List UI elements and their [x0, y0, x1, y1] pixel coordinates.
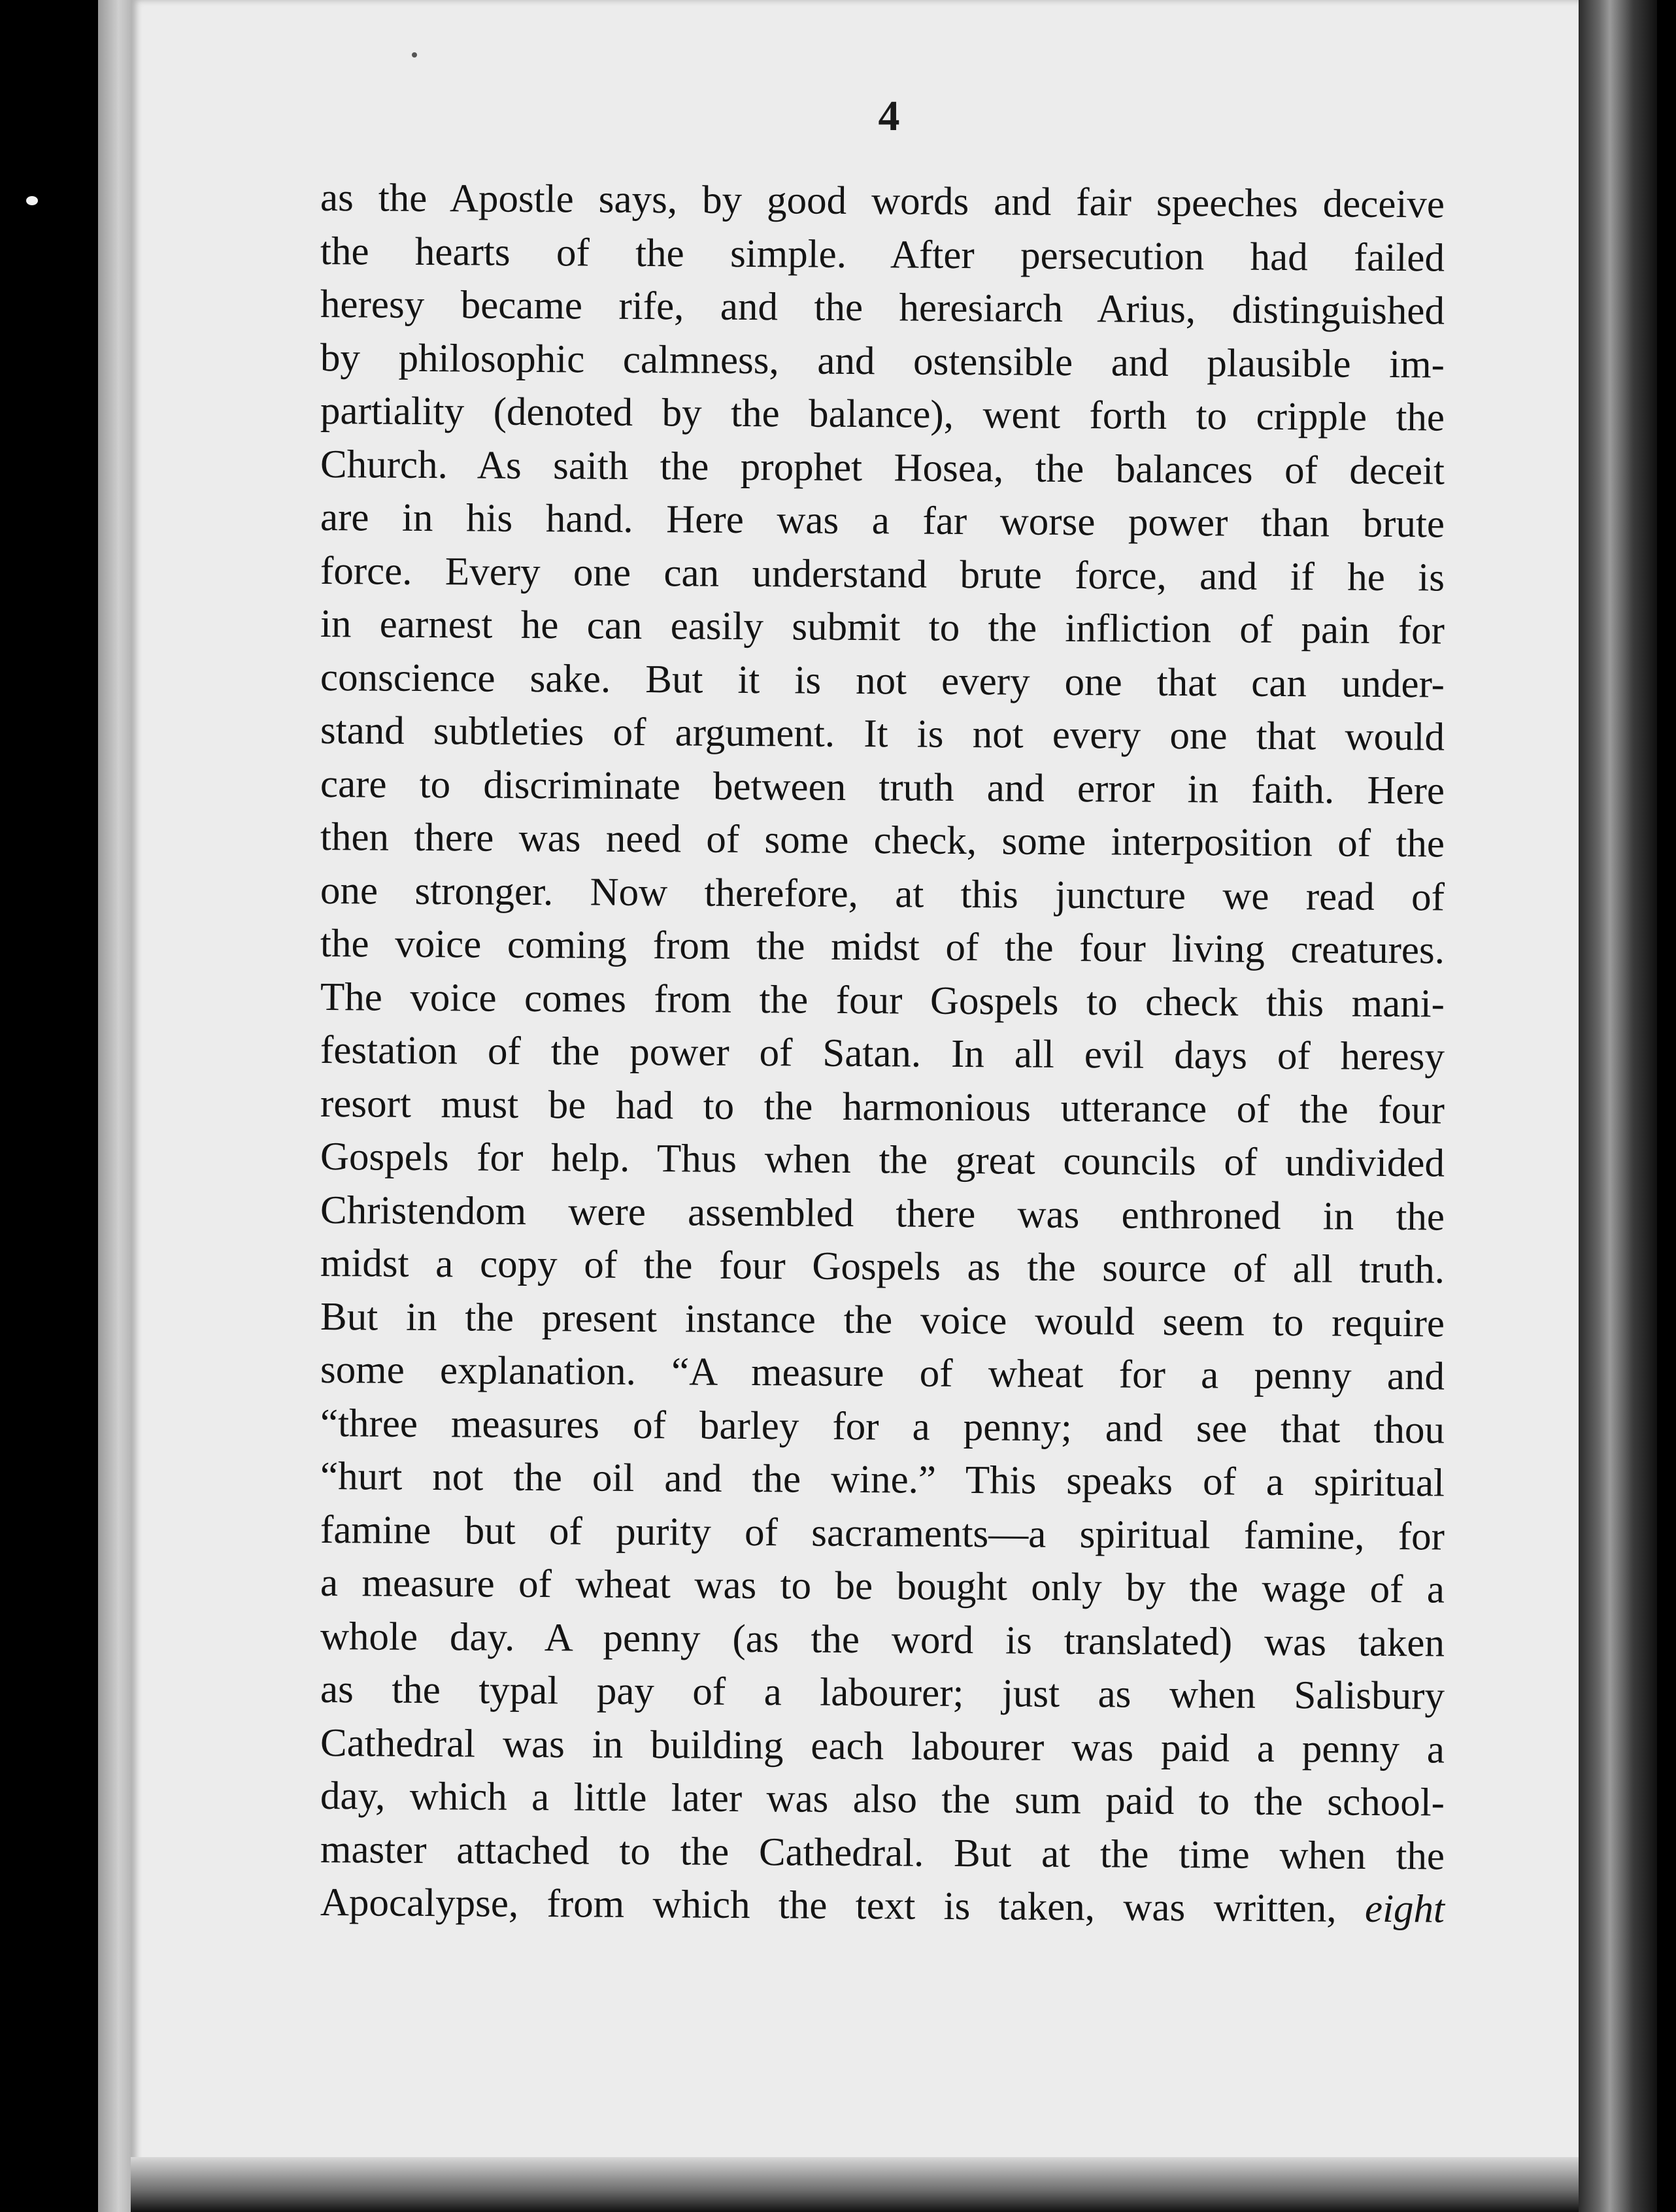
text-line: heresy became rife, and the heresiarch Arius, distinguished [320, 282, 1445, 333]
text-line-last-roman: Apocalypse, from which the text is taken, was written, [320, 1881, 1337, 1931]
text-line: then there was need of some check, some interposition of the [320, 815, 1445, 866]
dust-speck [26, 196, 38, 205]
text-line: force. Every one can understand brute force, and if he is [320, 548, 1445, 600]
text-line: are in his hand. Here was a far worse power than brute [320, 495, 1445, 546]
text-line: Gospels for help. Thus when the great councils of undivided [320, 1135, 1445, 1186]
text-line: by philosophic calmness, and ostensible and plausible im- [320, 335, 1445, 387]
text-line: one stronger. Now therefore, at this juncture we read of [320, 868, 1445, 920]
page-right-edge [1579, 0, 1657, 2212]
page-number: 4 [878, 92, 900, 140]
text-line: whole day. A penny (as the word is translated) was taken [320, 1614, 1445, 1666]
body-text [320, 171, 1445, 1930]
text-line: as the typal pay of a labourer; just as when Salisbury [320, 1667, 1445, 1718]
text-line: stand subtleties of argument. It is not every one that would [320, 709, 1445, 760]
text-line: Christendom were assembled there was enthroned in the [320, 1188, 1445, 1239]
dust-speck [412, 52, 417, 58]
text-line: day, which a little later was also the sum paid to the school- [320, 1774, 1445, 1825]
text-line: “three measures of barley for a penny; and see that thou [320, 1401, 1445, 1452]
text-line: care to discriminate between truth and error in faith. Here [320, 762, 1445, 813]
text-line: the hearts of the simple. After persecution had failed [320, 229, 1445, 280]
text-line: master attached to the Cathedral. But at the time when the [320, 1827, 1445, 1879]
text-line: “hurt not the oil and the wine.” This speaks of a spiritual [320, 1454, 1445, 1505]
text-line: in earnest he can easily submit to the infliction of pain for [320, 602, 1445, 653]
text-line: The voice comes from the four Gospels to check this mani- [320, 975, 1445, 1026]
text-line: famine but of purity of sacraments—a spiritual famine, for [320, 1507, 1445, 1559]
text-line: midst a copy of the four Gospels as the source of all truth. [320, 1241, 1445, 1292]
text-line: partiality (denoted by the balance), went forth to cripple the [320, 389, 1445, 440]
text-line: the voice coming from the midst of the four living creatures. [320, 922, 1445, 973]
text-line: Cathedral was in building each labourer was paid a penny a [320, 1720, 1445, 1772]
text-line-last [320, 1876, 1445, 1936]
page-bottom-shadow [131, 2157, 1579, 2212]
text-line: a measure of wheat was to be bought only by the wage of a [320, 1561, 1445, 1612]
catchword-italic: eight [1364, 1886, 1445, 1932]
text-line: festation of the power of Satan. In all evil days of heresy [320, 1028, 1445, 1079]
text-line: conscience sake. But it is not every one that can under- [320, 655, 1445, 707]
text-line: resort must be had to the harmonious utterance of the four [320, 1081, 1445, 1133]
text-line: But in the present instance the voice would seem to require [320, 1294, 1445, 1346]
text-line: as the Apostle says, by good words and fair speeches deceive [320, 176, 1445, 227]
text-line: Church. As saith the prophet Hosea, the balances of deceit [320, 442, 1445, 494]
text-line: some explanation. “A measure of wheat for a penny and [320, 1348, 1445, 1399]
